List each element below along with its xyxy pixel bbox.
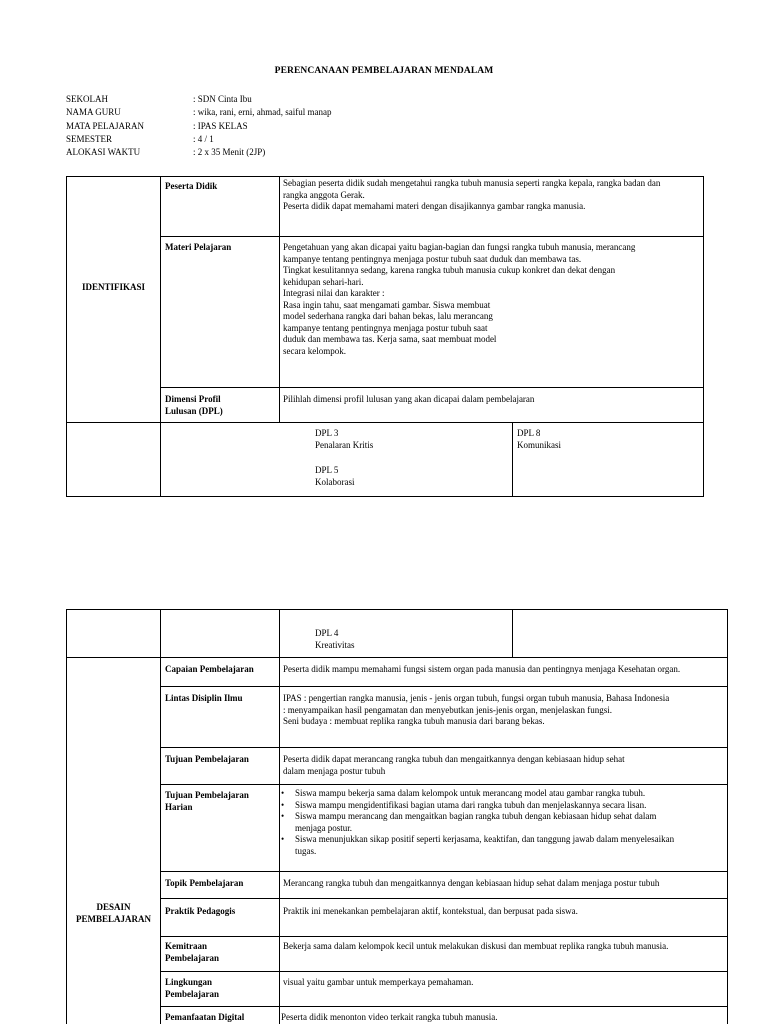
text-line: rangka anggota Gerak. [283, 189, 365, 200]
text-line: DESAIN [96, 902, 131, 912]
table-border [160, 898, 728, 899]
peserta-didik-label: Peserta Didik [165, 181, 218, 191]
list-item [281, 811, 726, 834]
text-line: Tujuan Pembelajaran [165, 790, 249, 800]
table-border [66, 496, 704, 497]
table-border [160, 176, 161, 497]
meta-value: : SDN Cinta Ibu [193, 94, 252, 104]
meta-label: SEMESTER [66, 134, 113, 144]
capaian-label: Capaian Pembelajaran [165, 664, 254, 674]
text-line: secara kelompok. [283, 345, 346, 356]
table-border [703, 176, 704, 497]
table-border [160, 387, 704, 388]
section-desain [67, 902, 160, 925]
text-line: Sebagian peserta didik sudah mengetahui rangka tubuh manusia seperti rangka kepala, rangka badan dan [283, 178, 661, 188]
dpl-label [165, 394, 223, 417]
text-line: Lulusan (DPL) [165, 405, 223, 416]
text-line: Dimensi Profil [165, 394, 221, 404]
dpl-code: DPL 4 [315, 628, 339, 638]
meta-value: : wika, rani, erni, ahmad, saiful manap [193, 107, 332, 117]
meta-label: MATA PELAJARAN [66, 121, 145, 131]
table-border [160, 971, 728, 972]
dpl-code: DPL 3 [315, 428, 339, 438]
meta-value: : IPAS KELAS [193, 121, 248, 131]
text-line: Tingkat kesulitannya sedang, karena rangka tubuh manusia cukup konkret dan dekat dengan [283, 265, 616, 275]
lingkungan-text: visual yaitu gambar untuk memperkaya pemahaman. [283, 977, 474, 987]
table-border [160, 609, 161, 1024]
kemitraan-label [165, 941, 219, 964]
table-border [160, 936, 728, 937]
text-line: kehidupan sehari-hari. [283, 276, 364, 287]
table-border [66, 609, 67, 1024]
kemitraan-text: Bekerja sama dalam kelompok kecil untuk melakukan diskusi dan membuat replika rangka tubuh manusia. [283, 941, 669, 951]
table-border [66, 422, 704, 423]
text-line: dalam menjaga postur tubuh [283, 765, 386, 776]
lintas-text [283, 693, 669, 728]
text-line: menjaga postur. [295, 822, 352, 833]
text-line: tugas. [295, 845, 317, 856]
text-line: kampanye tentang pentingnya menjaga postur tubuh saat [283, 322, 488, 333]
table-border [279, 609, 280, 1024]
table-border [66, 176, 67, 497]
capaian-text: Peserta didik mampu memahami fungsi sistem organ pada manusia dan pentingnya menjaga Kesehatan organ. [283, 664, 681, 674]
table-border [160, 871, 728, 872]
dpl-code: DPL 8 [517, 428, 541, 438]
list-item [281, 788, 726, 800]
text-line: Pengetahuan yang akan dicapai yaitu bagian-bagian dan fungsi rangka tubuh manusia, merancang [283, 242, 636, 252]
meta-value: : 4 / 1 [193, 134, 214, 144]
dpl-text: Pilihlah dimensi profil lulusan yang akan dicapai dalam pembelajaran [283, 394, 535, 404]
text-line: model sederhana rangka dari bahan bekas, lalu merancang [283, 311, 493, 321]
meta-time [66, 147, 686, 159]
meta-label: NAMA GURU [66, 107, 121, 117]
list-item [281, 834, 726, 857]
table-border [66, 609, 728, 610]
dpl-5 [315, 465, 355, 488]
topik-text: Merancang rangka tubuh dan mengaitkannya dengan kebiasaan hidup sehat dalam menjaga postur tubuh [283, 878, 660, 888]
meta-value: : 2 x 35 Menit (2JP) [193, 147, 266, 157]
text-line: Peserta didik dapat merancang rangka tubuh dan mengaitkannya dengan kebiasaan hidup sehat [283, 754, 625, 764]
text-line: Peserta didik dapat memahami materi dengan disajikannya gambar rangka manusia. [283, 201, 586, 211]
dpl-name: Penalaran Kritis [315, 439, 374, 450]
dpl-8 [517, 428, 561, 451]
dpl-3 [315, 428, 373, 451]
digital-text: Peserta didik menonton video terkait rangka tubuh manusia. [281, 1012, 498, 1022]
meta-teacher [66, 107, 686, 119]
tujuan-text [283, 754, 625, 777]
materi-label: Materi Pelajaran [165, 242, 232, 252]
meta-semester [66, 134, 686, 146]
meta-label: SEKOLAH [66, 94, 108, 104]
meta-school [66, 94, 686, 106]
list-item [281, 800, 726, 812]
dpl-code: DPL 5 [315, 465, 339, 475]
praktik-label: Praktik Pedagogis [165, 906, 236, 916]
text-line: Seni budaya : membuat replika rangka tubuh manusia dari barang bekas. [283, 716, 545, 726]
topik-label: Topik Pembelajaran [165, 878, 244, 888]
table-border [160, 1006, 728, 1007]
dpl-name: Komunikasi [517, 439, 561, 450]
text-line: Lingkungan [165, 977, 213, 987]
lingkungan-label [165, 977, 219, 1000]
section-identifikasi: IDENTIFIKASI [81, 282, 146, 292]
table-border [160, 784, 728, 785]
table-border [512, 609, 513, 657]
table-border [279, 176, 280, 422]
text-line: PEMBELAJARAN [75, 913, 151, 924]
text-line: Rasa ingin tahu, saat mengamati gambar. Siswa membuat [283, 299, 491, 310]
meta-subject [66, 121, 686, 133]
dpl-name: Kreativitas [315, 639, 355, 650]
document-title: PERENCANAAN PEMBELAJARAN MENDALAM [274, 66, 494, 76]
tujuan-label: Tujuan Pembelajaran [165, 754, 249, 764]
text-line: Pembelajaran [165, 952, 219, 963]
lintas-label: Lintas Disiplin Ilmu [165, 693, 243, 703]
text-line: duduk dan membawa tas. Kerja sama, saat membuat model [283, 334, 497, 344]
praktik-text: Praktik ini menekankan pembelajaran aktif, kontekstual, dan berpusat pada siswa. [283, 906, 578, 916]
dpl-name: Kolaborasi [315, 476, 355, 487]
table-border [512, 422, 513, 497]
table-border [160, 747, 728, 748]
table-border [160, 686, 728, 687]
text-line: : menyampaikan hasil pengamatan dan menyebutkan jenis-jenis organ, menjelaskan fungsi. [283, 704, 612, 715]
table-border [160, 236, 704, 237]
table-border [66, 657, 728, 658]
text-line: • Siswa mampu mengidentifikasi bagian utama dari rangka tubuh dan menjelaskannya secara lisan. [295, 799, 647, 810]
text-line: • Siswa menunjukkan sikap positif seperti kerjasama, keaktifan, dan tanggung jawab dalam menyelesaikan [295, 834, 675, 844]
text-line: Harian [165, 801, 193, 812]
text-line: IPAS : pengertian rangka manusia, jenis - jenis organ tubuh, fungsi organ tubuh manusia, Bahasa Indonesia [283, 693, 670, 703]
table-border [66, 176, 704, 177]
text-line: Kemitraan [165, 941, 207, 951]
text-line: Integrasi nilai dan karakter : [283, 288, 385, 298]
tujuan-harian-label [165, 790, 249, 813]
text-line: • Siswa mampu bekerja sama dalam kelompok untuk merancang model atau gambar rangka tubuh. [295, 788, 646, 798]
text-line: • Siswa mampu merancang dan mengaitkan bagian rangka tubuh dengan kebiasaan hidup sehat dalam [295, 811, 657, 821]
text-line: kampanye tentang pentingnya menjaga postur tubuh saat duduk dan membawa tas. [283, 253, 582, 264]
dpl-4 [315, 628, 355, 651]
digital-label: Pemanfaatan Digital [165, 1012, 245, 1022]
tujuan-harian-list [281, 788, 726, 857]
peserta-didik-text [283, 178, 703, 213]
table-border [727, 609, 728, 1024]
text-line: Pembelajaran [165, 988, 219, 999]
meta-label: ALOKASI WAKTU [66, 147, 141, 157]
materi-text [283, 242, 703, 357]
